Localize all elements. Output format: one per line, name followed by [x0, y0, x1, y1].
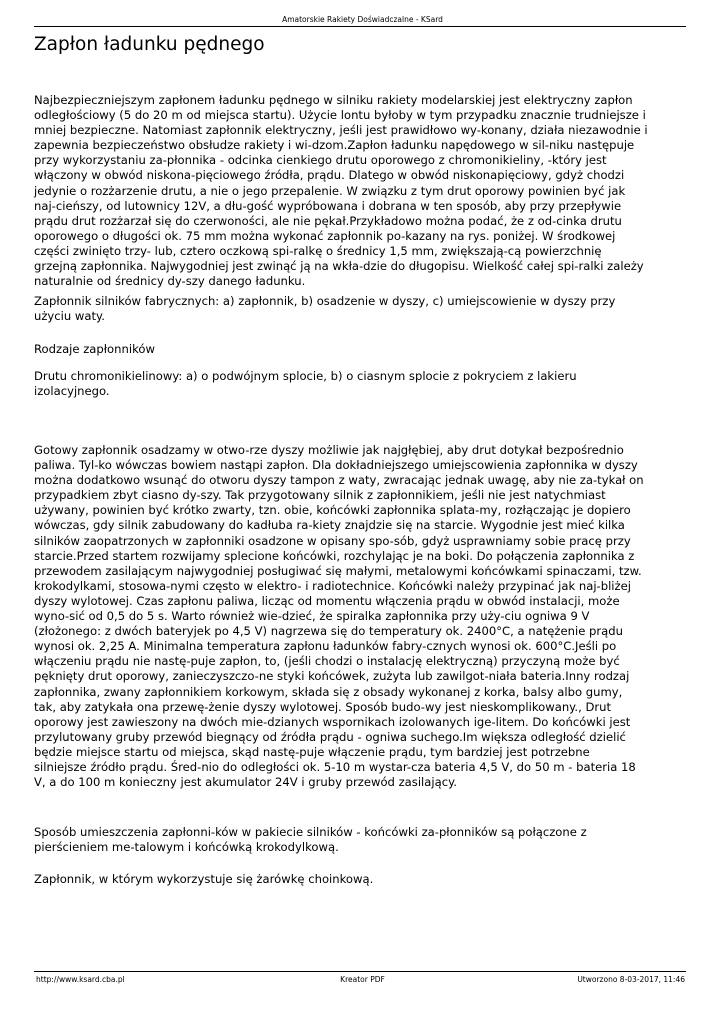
text-line: oporowy jest zawieszony na dwóch mie-dzianych wspornikach izolowanych ige-litem. Do końcówki jest: [34, 714, 631, 729]
page-title: Zapłon ładunku pędnego: [34, 34, 265, 55]
text-line: będzie miejsce startu od miejsca, skąd nastę-puje włączenie prądu, tym bardziej jest potrzebne: [34, 744, 590, 759]
text-line: naj-cieńszy, od lutownicy 12V, a dłu-gość wypróbowana i dobrana w ten sposób, aby przy przepływie: [34, 198, 622, 213]
text-line: przewodem zasilającym najwygodniej posługiwać się małymi, metalowymi końcówkami spinaczami, tzw.: [34, 563, 642, 578]
text-line: silników zaopatrzonych w zapłonniki osadzone w opisany spo-sób, gdyż usprawniamy sobie pracę przy: [34, 533, 631, 548]
text-line: (złożonego: z dwóch bateryjek po 4,5 V) nagrzewa się do temperatury ok. 2400°C, a natężenie prądu: [34, 624, 623, 639]
footer-url: http://www.ksard.cba.pl: [36, 975, 125, 984]
header-text: Amatorskie Rakiety Doświadczalne - KSard: [282, 15, 443, 24]
text-line: zapłonnika, zwany zapłonnikiem korkowym, składa się z obsady wykonanej z korka, balsy albo gumy,: [34, 684, 623, 699]
paragraph-intro: [34, 93, 686, 289]
text-line: wyno-sić od 0,5 do 5 s. Warto również wie-dzieć, że spiralka zapłonnika przy uży-ciu ogniwa 9 V: [34, 609, 590, 624]
text-line: grzejną zapłonnika. Najwygodniej jest zwinąć ją na wkła-dzie do długopisu. Wielkość całej spi-ralki zależy: [34, 259, 644, 274]
paragraph-installation: [34, 443, 686, 790]
text-line: Najbezpieczniejszym zapłonem ładunku pędnego w silniku rakiety modelarskiej jest elektryczny zapłon: [34, 93, 633, 107]
text-line: dyszy wylotowej. Czas zapłonu paliwa, licząc od momentu włączenia prądu w obwód instalacji, może: [34, 593, 620, 608]
text-line: części zwinięto trzy- lub, cztero oczkową spi-ralkę o średnicy 1,5 mm, zwiększają-cą powierzchnię: [34, 243, 602, 258]
text-line: pierścieniem me-talowym i końcówką krokodylkową.: [34, 840, 339, 855]
text-line: Zapłonnik, w którym wykorzystuje się żarówkę choinkową.: [34, 872, 374, 886]
text-line: zapewnia bezpieczeństwo obsłudze rakiety i wi-dzom.Zapłon ładunku napędowego w sil-niku następuje: [34, 138, 635, 153]
text-line: wówczas, gdy silnik zabudowany do kadłuba ra-kiety znajdzie się na starcie. Wygodnie jest mieć kilka: [34, 518, 625, 533]
text-line: Sposób umieszczenia zapłonni-ków w pakiecie silników - końcówki za-płonników są połączone z: [34, 825, 587, 839]
text-line: prądu drut rozżarzał się do czerwoności, ale nie pękał.Przykładowo można podać, że z od-cinka drutu: [34, 213, 622, 228]
text-line: Rodzaje zapłonników: [34, 342, 155, 356]
text-line: starcie.Przed startem rozwijamy splecione końcówki, rozchylając je na boki. Do połączenia zapłonnika z: [34, 548, 635, 563]
text-line: włączony w obwód niskona-pięciowego źródła, prądu. Dlatego w obwód niskonapięciowy, gdyż chodzi: [34, 168, 625, 183]
text-line: użyciu waty.: [34, 309, 105, 324]
header-divider: [34, 26, 686, 27]
text-line: przylutowany gruby przewód biegnący od źródła prądu - ogniwa suchego.Im większa odległość dzielić: [34, 729, 626, 744]
text-line: można dodatkowo wsunąć do otworu dyszy tampon z waty, zwracając jednak uwagę, aby nie za-tykał on: [34, 473, 644, 488]
footer-created-date: Utworzono 8-03-2017, 11:46: [577, 975, 685, 984]
caption-igniter-types: [34, 342, 686, 357]
text-line: odległościowy (5 do 20 m od miejsca startu). Użycie lontu byłoby w tym przypadku znacznie trudniejsze i: [34, 108, 646, 123]
footer-generator: Kreator PDF: [340, 975, 385, 984]
caption-igniter-pack: [34, 825, 686, 855]
text-line: wynosi ok. 2,25 A. Minimalna temperatura zapłonu ładunków fabry-cznych wynosi ok. 600°C.Jeśli po: [34, 639, 617, 654]
text-line: mniej bezpieczne. Natomiast zapłonnik elektryczny, jeśli jest prawidłowo wy-konany, działa niezawodnie i: [34, 123, 648, 138]
text-line: naturalnie od średnicy dy-szy danego ładunku.: [34, 274, 306, 289]
text-line: oporowego o długości ok. 75 mm można wykonać zapłonnik po-kazany na rys. poniżej. W środkowej: [34, 228, 616, 243]
text-line: krokodylkami, stosowa-nymi często w elektro- i radiotechnice. Końcówki należy przypinać jak naj-bliżej: [34, 578, 631, 593]
text-line: Gotowy zapłonnik osadzamy w otwo-rze dyszy możliwie jak najgłębiej, aby drut dotykał bezpośrednio: [34, 443, 624, 457]
text-line: pęknięty drut oporowy, zanieczyszczo-ne styki końcówek, zużyta lub zawilgot-niała bateria.Inny rodzaj: [34, 669, 630, 684]
text-line: jedynie o rozżarzenie drutu, a nie o jego przepalenie. W związku z tym drut oporowy powinien być jak: [34, 183, 626, 198]
caption-nichrome-wire: [34, 369, 686, 399]
text-line: izolacyjnego.: [34, 384, 110, 399]
text-line: Drutu chromonikielinowy: a) o podwójnym splocie, b) o ciasnym splocie z pokryciem z lakieru: [34, 369, 577, 383]
text-line: Zapłonnik silników fabrycznych: a) zapłonnik, b) osadzenie w dyszy, c) umiejscowienie w dyszy przy: [34, 294, 616, 308]
text-line: tak, aby zatykała ona przewę-żenie dyszy wylotowej. Sposób budo-wy jest nieskomplikowany., Drut: [34, 699, 612, 714]
text-line: silniejsze źródło prądu. Śred-nio do odległości ok. 5-10 m wystar-cza bateria 4,5 V, do 50 m - bateria 18: [34, 759, 636, 774]
text-line: używany, powinien być krótko zwarty, tzn. obie, końcówki zapłonnika splata-my, rozłączając je dopiero: [34, 503, 631, 518]
text-line: V, a do 100 m konieczny jest akumulator 24V i gruby przewód zasilający.: [34, 775, 457, 790]
footer-divider: [34, 971, 686, 972]
caption-bulb-igniter: [34, 872, 686, 887]
caption-factory-igniter: [34, 294, 686, 324]
text-line: przy wykorzystaniu za-płonnika - odcinka cienkiego drutu oporowego z chromonikieliny, -który jest: [34, 153, 607, 168]
text-line: przypadkiem zbyt ciasno dy-szy. Tak przygotowany silnik z zapłonnikiem, jeśli nie jest natychmiast: [34, 488, 606, 503]
text-line: paliwa. Tyl-ko wówczas bowiem nastąpi zapłon. Dla dokładniejszego umiejscowienia zapłonnika w dyszy: [34, 458, 638, 473]
text-line: włączeniu prądu nie nastę-puje zapłon, to, (jeśli chodzi o instalację elektryczną) przyczyną może być: [34, 654, 620, 669]
